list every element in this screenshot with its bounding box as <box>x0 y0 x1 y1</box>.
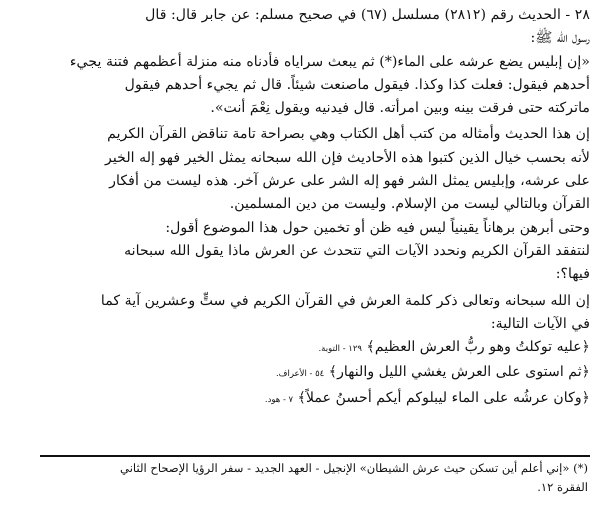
argument-paragraph <box>8 217 590 287</box>
hadith-quote <box>8 51 590 121</box>
footnote-line: (*) «إني أعلم أين تسكن حيث عرش الشيطان» الإنجيل - العهد الجديد - سفر الرؤيا الإصحاح الثاني <box>120 461 588 475</box>
text-line: وحتى أبرهن برهاناً يقينياً ليس فيه ظن أو تخمين حول هذا الموضوع أقول: <box>165 219 590 236</box>
footnote <box>40 459 588 497</box>
text-line: في الآيات التالية: <box>490 315 590 332</box>
verse-text: ﴿ثم استوى على العرش يغشي الليل والنهار﴾ <box>328 364 590 381</box>
footnote-divider <box>40 455 590 457</box>
verse-reference: ٧ - هود. <box>264 394 294 405</box>
text-line: إن هذا الحديث وأمثاله من كتب أهل الكتاب وهي بصراحة تامة تناقض القرآن الكريم <box>107 126 590 143</box>
verse-list <box>8 336 590 412</box>
text-line: ٢٨ - الحديث رقم (٢٨١٢) مسلسل (٦٧) في صحيح مسلم: عن جابر قال: قال <box>145 7 590 23</box>
text-line: لأنه بحسب خيال الذين كتبوا هذه الأحاديث فإن الله سبحانه يمثل الخير فهو إله الخير <box>105 149 590 166</box>
footnote-line: الفقرة ١٢. <box>537 480 588 494</box>
hadith-header <box>8 4 590 51</box>
quran-intro-paragraph <box>8 290 590 337</box>
verse-text: ﴿وكان عرشُه على الماء ليبلوكم أيكم أحسنُ عملاً﴾ <box>297 389 590 406</box>
verse-item <box>8 387 590 412</box>
verse-item <box>8 336 590 361</box>
text-line: القرآن وبالتالي ليست من الإسلام. وليست من دين المسلمين. <box>229 196 590 213</box>
text-line: رسول الله ﷺ: <box>530 30 590 47</box>
text-line: ماتركته حتى فرقت بينه وبين امرأته. قال فيدنيه ويقول نِعْمَ أنت». <box>210 100 590 117</box>
verse-reference: ٥٤ - الأعراف. <box>275 369 325 380</box>
text-line: لنتفقد القرآن الكريم ونحدد الآيات التي تتحدث عن العرش ماذا يقول الله سبحانه <box>124 242 590 259</box>
verse-reference: ١٢٩ - التوبة. <box>318 344 362 355</box>
text-line: على عرشه، وإبليس يمثل الشر فهو إله الشر على عرش آخر. هذه ليست من أفكار <box>109 173 590 190</box>
text-line: «إن إبليس يضع عرشه على الماء(*) ثم يبعث سراياه فأدناه منه منزلة أعظمهم فتنة يجيء <box>69 53 590 70</box>
commentary-paragraph <box>8 123 590 216</box>
text-line: فيها؟: <box>555 266 590 283</box>
verse-text: ﴿عليه توكلتُ وهو ربُّ العرش العظيم﴾ <box>366 339 590 356</box>
verse-item <box>8 361 590 386</box>
text-line: أحدهم فيقول: فعلت كذا وكذا. فيقول ماصنعت شيئاً. قال ثم يجيء أحدهم فيقول <box>124 76 590 93</box>
text-line: إن الله سبحانه وتعالى ذكر كلمة العرش في القرآن الكريم في ستٍّ وعشرين آية كما <box>100 292 590 309</box>
